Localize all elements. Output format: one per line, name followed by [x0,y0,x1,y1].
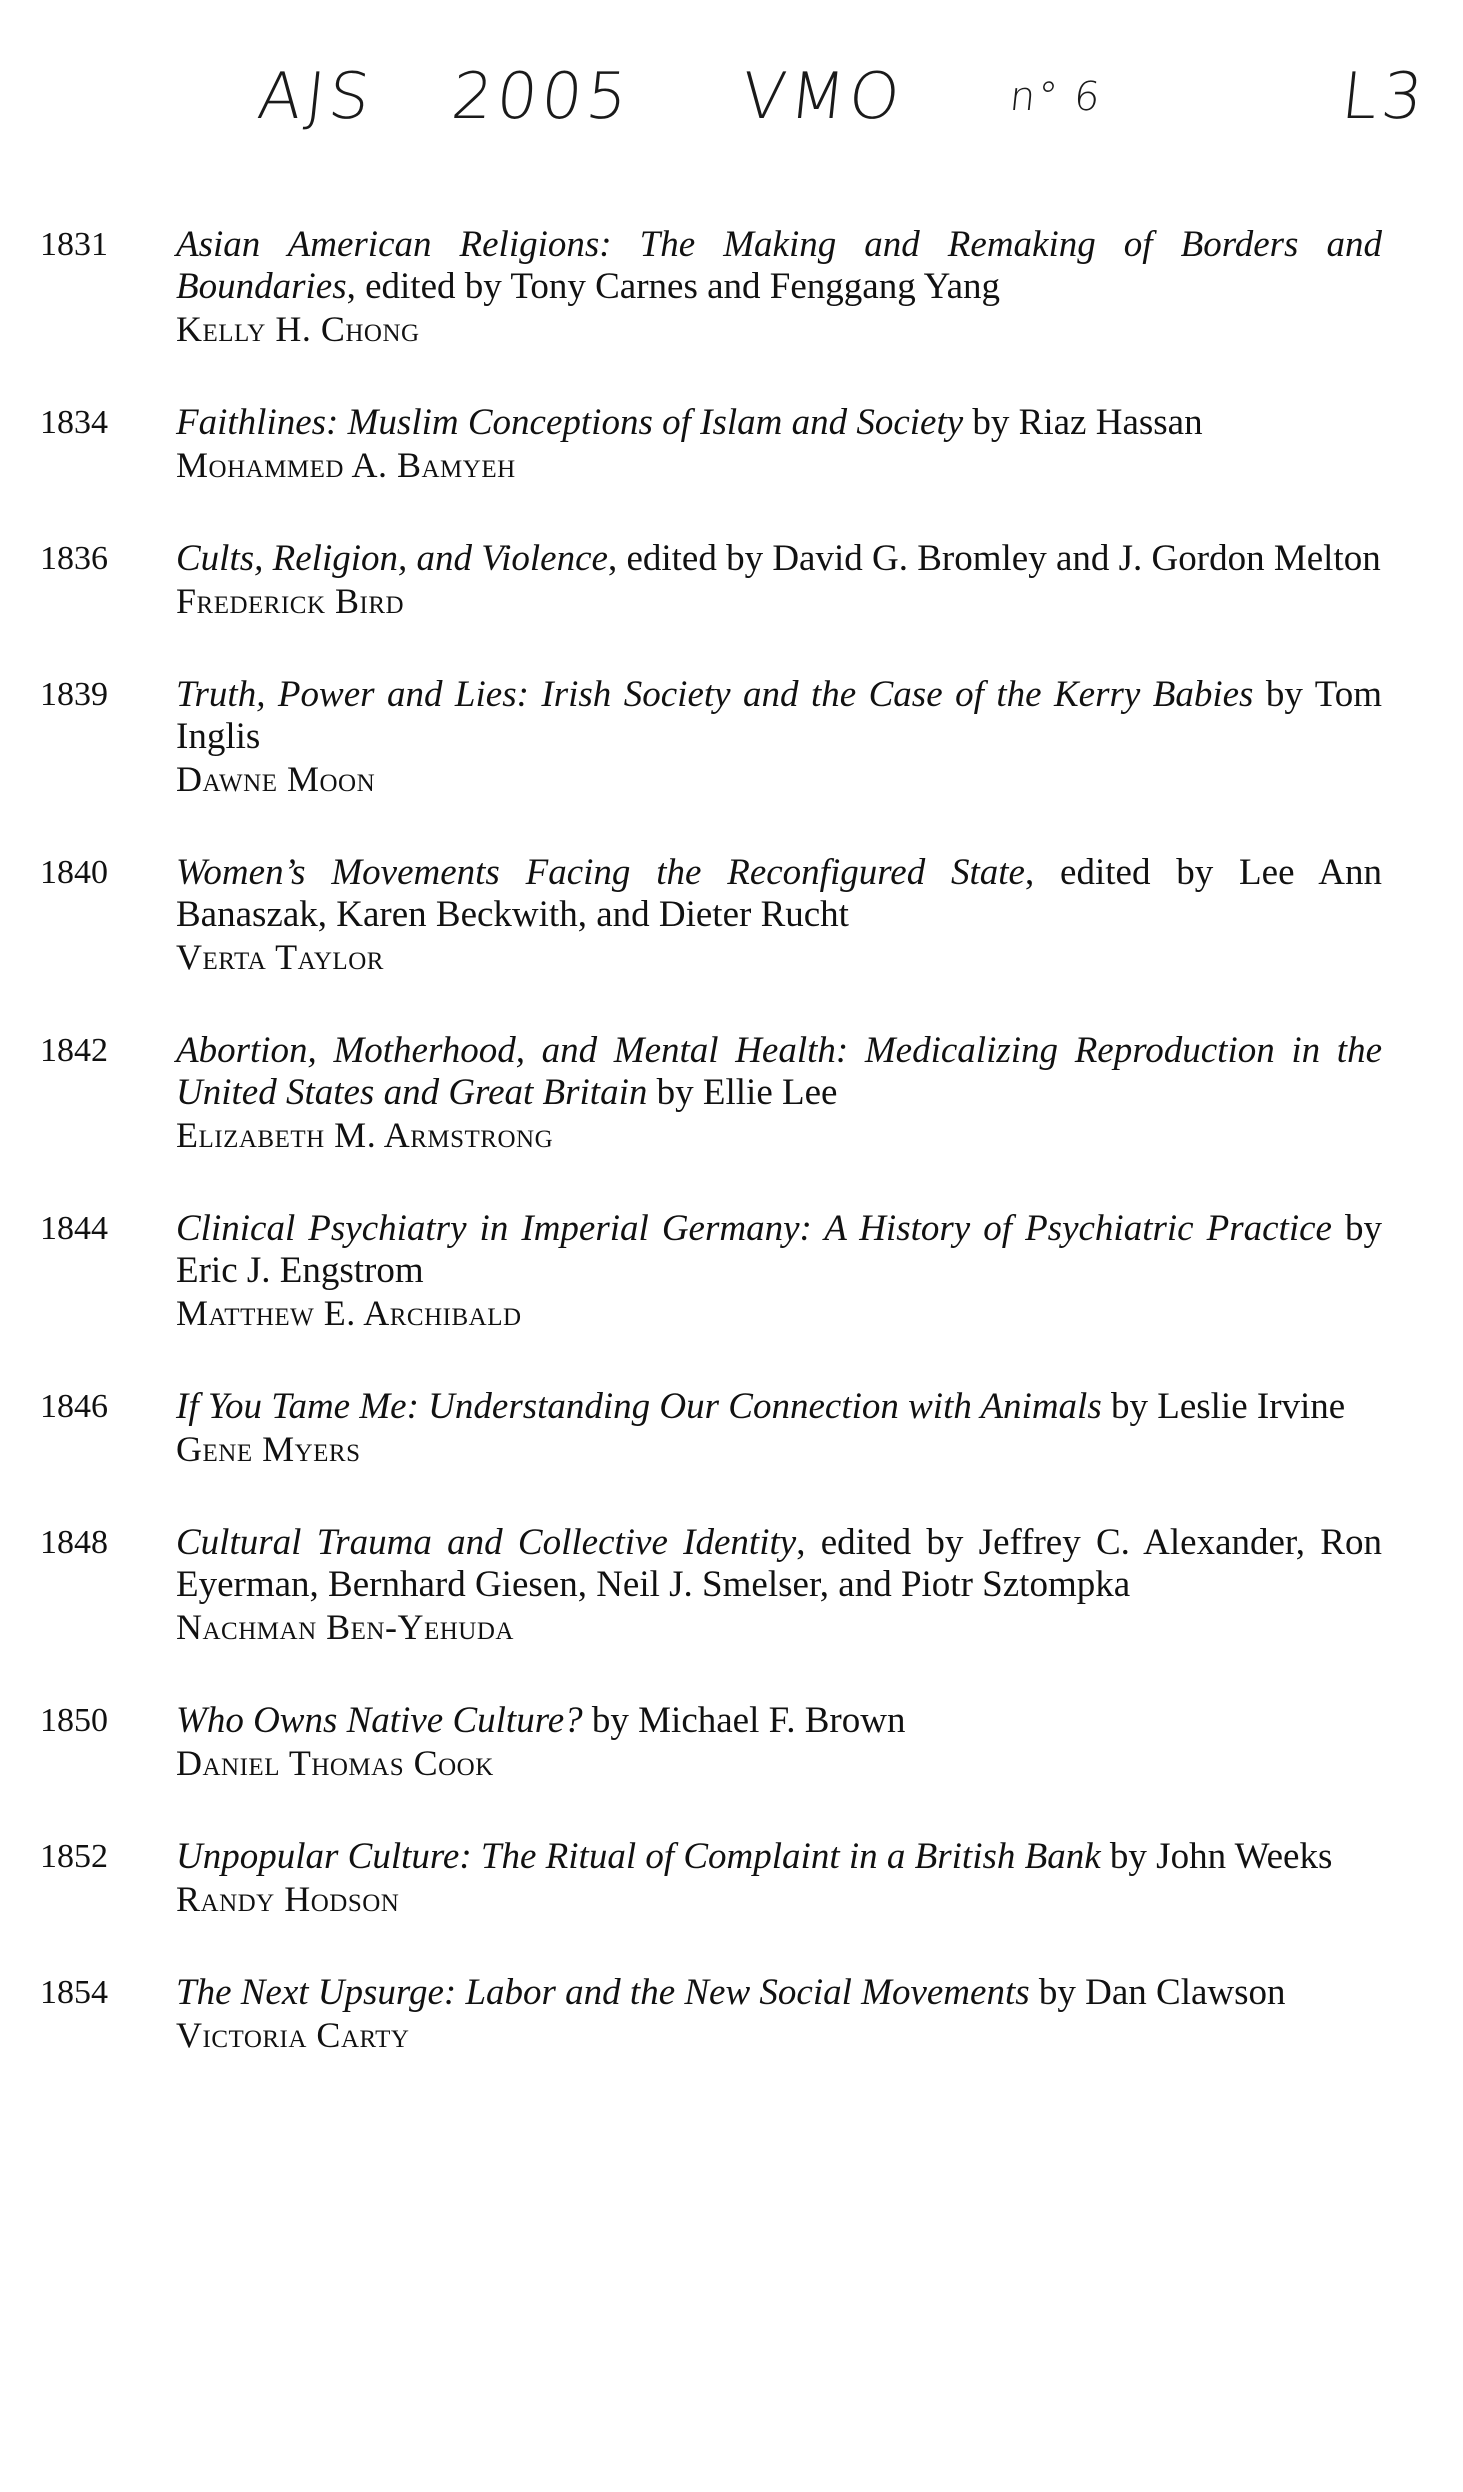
review-content [176,1972,1382,2056]
review-content [176,674,1382,800]
page-number: 1852 [40,1838,108,1875]
review-content [176,538,1382,622]
handwritten-code: L3 [1338,60,1431,134]
book-authors: by Michael F. Brown [582,1700,906,1741]
reviewer-name: Matthew E. Archibald [176,1293,522,1333]
review-entry [36,852,1382,978]
review-entry [36,1208,1382,1334]
page-number: 1842 [40,1032,108,1069]
review-content [176,1836,1382,1920]
book-authors: , edited by Tony Carnes and Fenggang Yang [346,266,1001,307]
book-title: Faithlines: Muslim Conceptions of Islam and Society [176,402,964,443]
book-citation [176,1386,1382,1428]
review-content [176,224,1382,350]
review-content [176,852,1382,978]
reviewer-name: Nachman Ben-Yehuda [176,1607,514,1647]
handwritten-issue: n° 6 [1007,74,1104,120]
review-entry [36,224,1382,350]
handwritten-journal: AJS [254,60,378,134]
handwritten-year: 2005 [448,60,635,134]
book-authors: by Riaz Hassan [963,402,1203,443]
review-content [176,1522,1382,1648]
page-number: 1850 [40,1702,108,1739]
review-entry [36,538,1382,622]
page-number: 1840 [40,854,108,891]
book-citation [176,1836,1382,1878]
page-number: 1834 [40,404,108,441]
book-authors: , edited by Jeffrey C. Alexander, Ron Eyerman, Bernhard Giesen, Neil J. Smelser, and Piotr Sztompka [176,1522,1382,1605]
page-number: 1844 [40,1210,108,1247]
page-number: 1839 [40,676,108,713]
reviewer-name: Kelly H. Chong [176,309,420,349]
book-authors: by Ellie Lee [647,1072,838,1113]
book-authors: by Eric J. Engstrom [176,1208,1382,1291]
book-citation [176,402,1382,444]
book-title: Who Owns Native Culture? [176,1700,583,1741]
review-entry [36,1972,1382,2056]
book-title: Abortion, Motherhood, and Mental Health: Medicalizing Reproduction in the United States and Great Britain [176,1030,1382,1113]
handwritten-volume: VMO [738,60,908,134]
book-title: Clinical Psychiatry in Imperial Germany: A History of Psychiatric Practice [176,1208,1332,1249]
page-number: 1848 [40,1524,108,1561]
book-authors: , edited by David G. Bromley and J. Gordon Melton [607,538,1381,579]
book-citation [176,852,1382,936]
review-content [176,1208,1382,1334]
reviewer-name: Elizabeth M. Armstrong [176,1115,554,1155]
book-authors: by John Weeks [1100,1836,1333,1877]
book-title: Cults, Religion, and Violence [176,538,608,579]
book-citation [176,224,1382,308]
review-content [176,402,1382,486]
reviewer-name: Verta Taylor [176,937,384,977]
book-authors: by Dan Clawson [1029,1972,1286,2013]
reviewer-name: Daniel Thomas Cook [176,1743,494,1783]
review-content [176,1700,1382,1784]
book-citation [176,1700,1382,1742]
review-content [176,1386,1382,1470]
book-title: Cultural Trauma and Collective Identity [176,1522,797,1563]
reviewer-name: Dawne Moon [176,759,376,799]
review-entry [36,674,1382,800]
review-entry [36,1836,1382,1920]
review-entry [36,1700,1382,1784]
book-citation [176,674,1382,758]
book-title: Women’s Movements Facing the Reconfigured State [176,852,1025,893]
reviewer-name: Mohammed A. Bamyeh [176,445,516,485]
reviewer-name: Victoria Carty [176,2015,410,2055]
book-citation [176,1522,1382,1606]
handwritten-annotation [0,40,1463,160]
review-entry [36,1030,1382,1156]
review-list [36,224,1382,2056]
book-citation [176,1972,1382,2014]
book-title: The Next Upsurge: Labor and the New Social Movements [176,1972,1030,2013]
reviewer-name: Gene Myers [176,1429,361,1469]
review-entry [36,1386,1382,1470]
page-number: 1836 [40,540,108,577]
book-title: If You Tame Me: Understanding Our Connection with Animals [176,1386,1102,1427]
book-authors: , edited by Lee Ann Banaszak, Karen Beckwith, and Dieter Rucht [176,852,1382,935]
book-citation [176,538,1382,580]
book-title: Unpopular Culture: The Ritual of Complaint in a British Bank [176,1836,1101,1877]
book-authors: by Leslie Irvine [1101,1386,1346,1427]
page-number: 1854 [40,1974,108,2011]
page-number: 1846 [40,1388,108,1425]
reviewer-name: Randy Hodson [176,1879,400,1919]
book-title: Asian American Religions: The Making and Remaking of Borders and Boundaries [176,224,1382,307]
book-authors: by Tom Inglis [176,674,1382,757]
reviewer-name: Frederick Bird [176,581,405,621]
review-entry [36,1522,1382,1648]
book-citation [176,1030,1382,1114]
book-citation [176,1208,1382,1292]
book-title: Truth, Power and Lies: Irish Society and the Case of the Kerry Babies [176,674,1254,715]
review-content [176,1030,1382,1156]
review-entry [36,402,1382,486]
page-number: 1831 [40,226,108,263]
